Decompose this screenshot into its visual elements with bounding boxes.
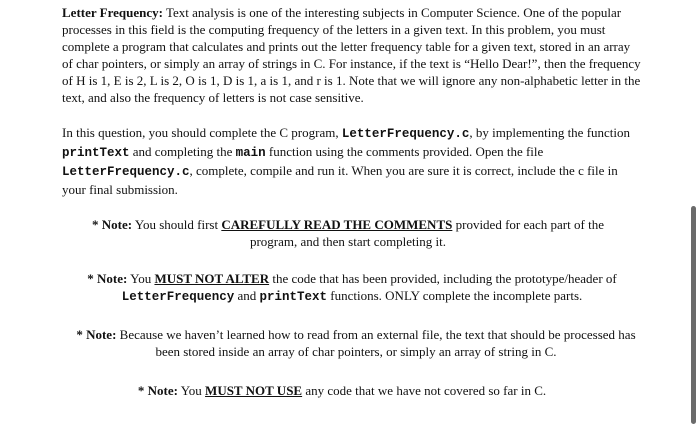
instructions-paragraph [62, 124, 642, 198]
note-emphasis: MUST NOT ALTER [154, 271, 270, 286]
note-text: Because we haven’t learned how to read from an external file, the text that should be processed has been stored inside an array of char pointers, or simply an array of string in C. [116, 327, 636, 359]
note-text: any code that we have not covered so far in C. [302, 383, 547, 398]
note-must-not-alter [72, 270, 632, 306]
instructions-text-3: and completing the [129, 144, 236, 159]
intro-paragraph [62, 4, 642, 106]
note-text: You [127, 271, 155, 286]
main-code: main [235, 146, 266, 160]
note-label: * Note: [92, 217, 133, 232]
filename-code-1: LetterFrequency.c [341, 127, 470, 141]
instructions-text-2: , by implementing the function [469, 125, 631, 140]
intro-heading: Letter Frequency: [62, 5, 163, 20]
note-text: You should first [132, 217, 222, 232]
note-external-file [66, 326, 646, 360]
note-emphasis: CAREFULLY READ THE COMMENTS [221, 217, 453, 232]
note-text: You [177, 383, 206, 398]
note-label: * Note: [137, 383, 178, 398]
note-must-not-use [62, 382, 622, 399]
document-content [62, 4, 642, 399]
note-text: the code that has been provided, including the prototype/header of [269, 271, 617, 286]
note-label: * Note: [87, 271, 128, 286]
printtext-code: printText [62, 146, 130, 160]
vertical-scrollbar[interactable] [686, 0, 700, 429]
scrollbar-thumb[interactable] [691, 206, 696, 424]
note-label: * Note: [76, 327, 117, 342]
instructions-text-4: function using the comments provided. Open the file [265, 144, 544, 159]
intro-text: Text analysis is one of the interesting subjects in Computer Science. One of the popular processes in this field is the computing frequency of the letters in a given text. In this problem, you must complete a program that calculates and prints out the letter frequency table for a given text, stored in an array of char pointers, or simply an array of strings in C. For instance, if the text is “Hello Dear!”, then the frequency of H is 1, E is 2, L is 2, O is 1, D is 1, a is 1, and r is 1. Note that we will ignore any non-alphabetic letter in the text, and also the frequency of letters is not case sensitive. [62, 5, 641, 105]
note-read-comments [68, 216, 628, 250]
note-emphasis: MUST NOT USE [205, 383, 303, 398]
note-text: and [234, 288, 260, 303]
filename-code-2: LetterFrequency.c [62, 165, 190, 179]
instructions-text-1: In this question, you should complete the C program, [62, 125, 342, 140]
note-text: functions. ONLY complete the incomplete parts. [327, 288, 583, 303]
instructions-text-5: , complete, compile and run it. When you are sure it is correct, include the c file in your final submission. [62, 163, 618, 197]
letterfrequency-code: LetterFrequency [121, 290, 235, 304]
printtext-code: printText [259, 290, 328, 304]
note-text: provided for each part of the program, and then start completing it. [249, 217, 604, 249]
